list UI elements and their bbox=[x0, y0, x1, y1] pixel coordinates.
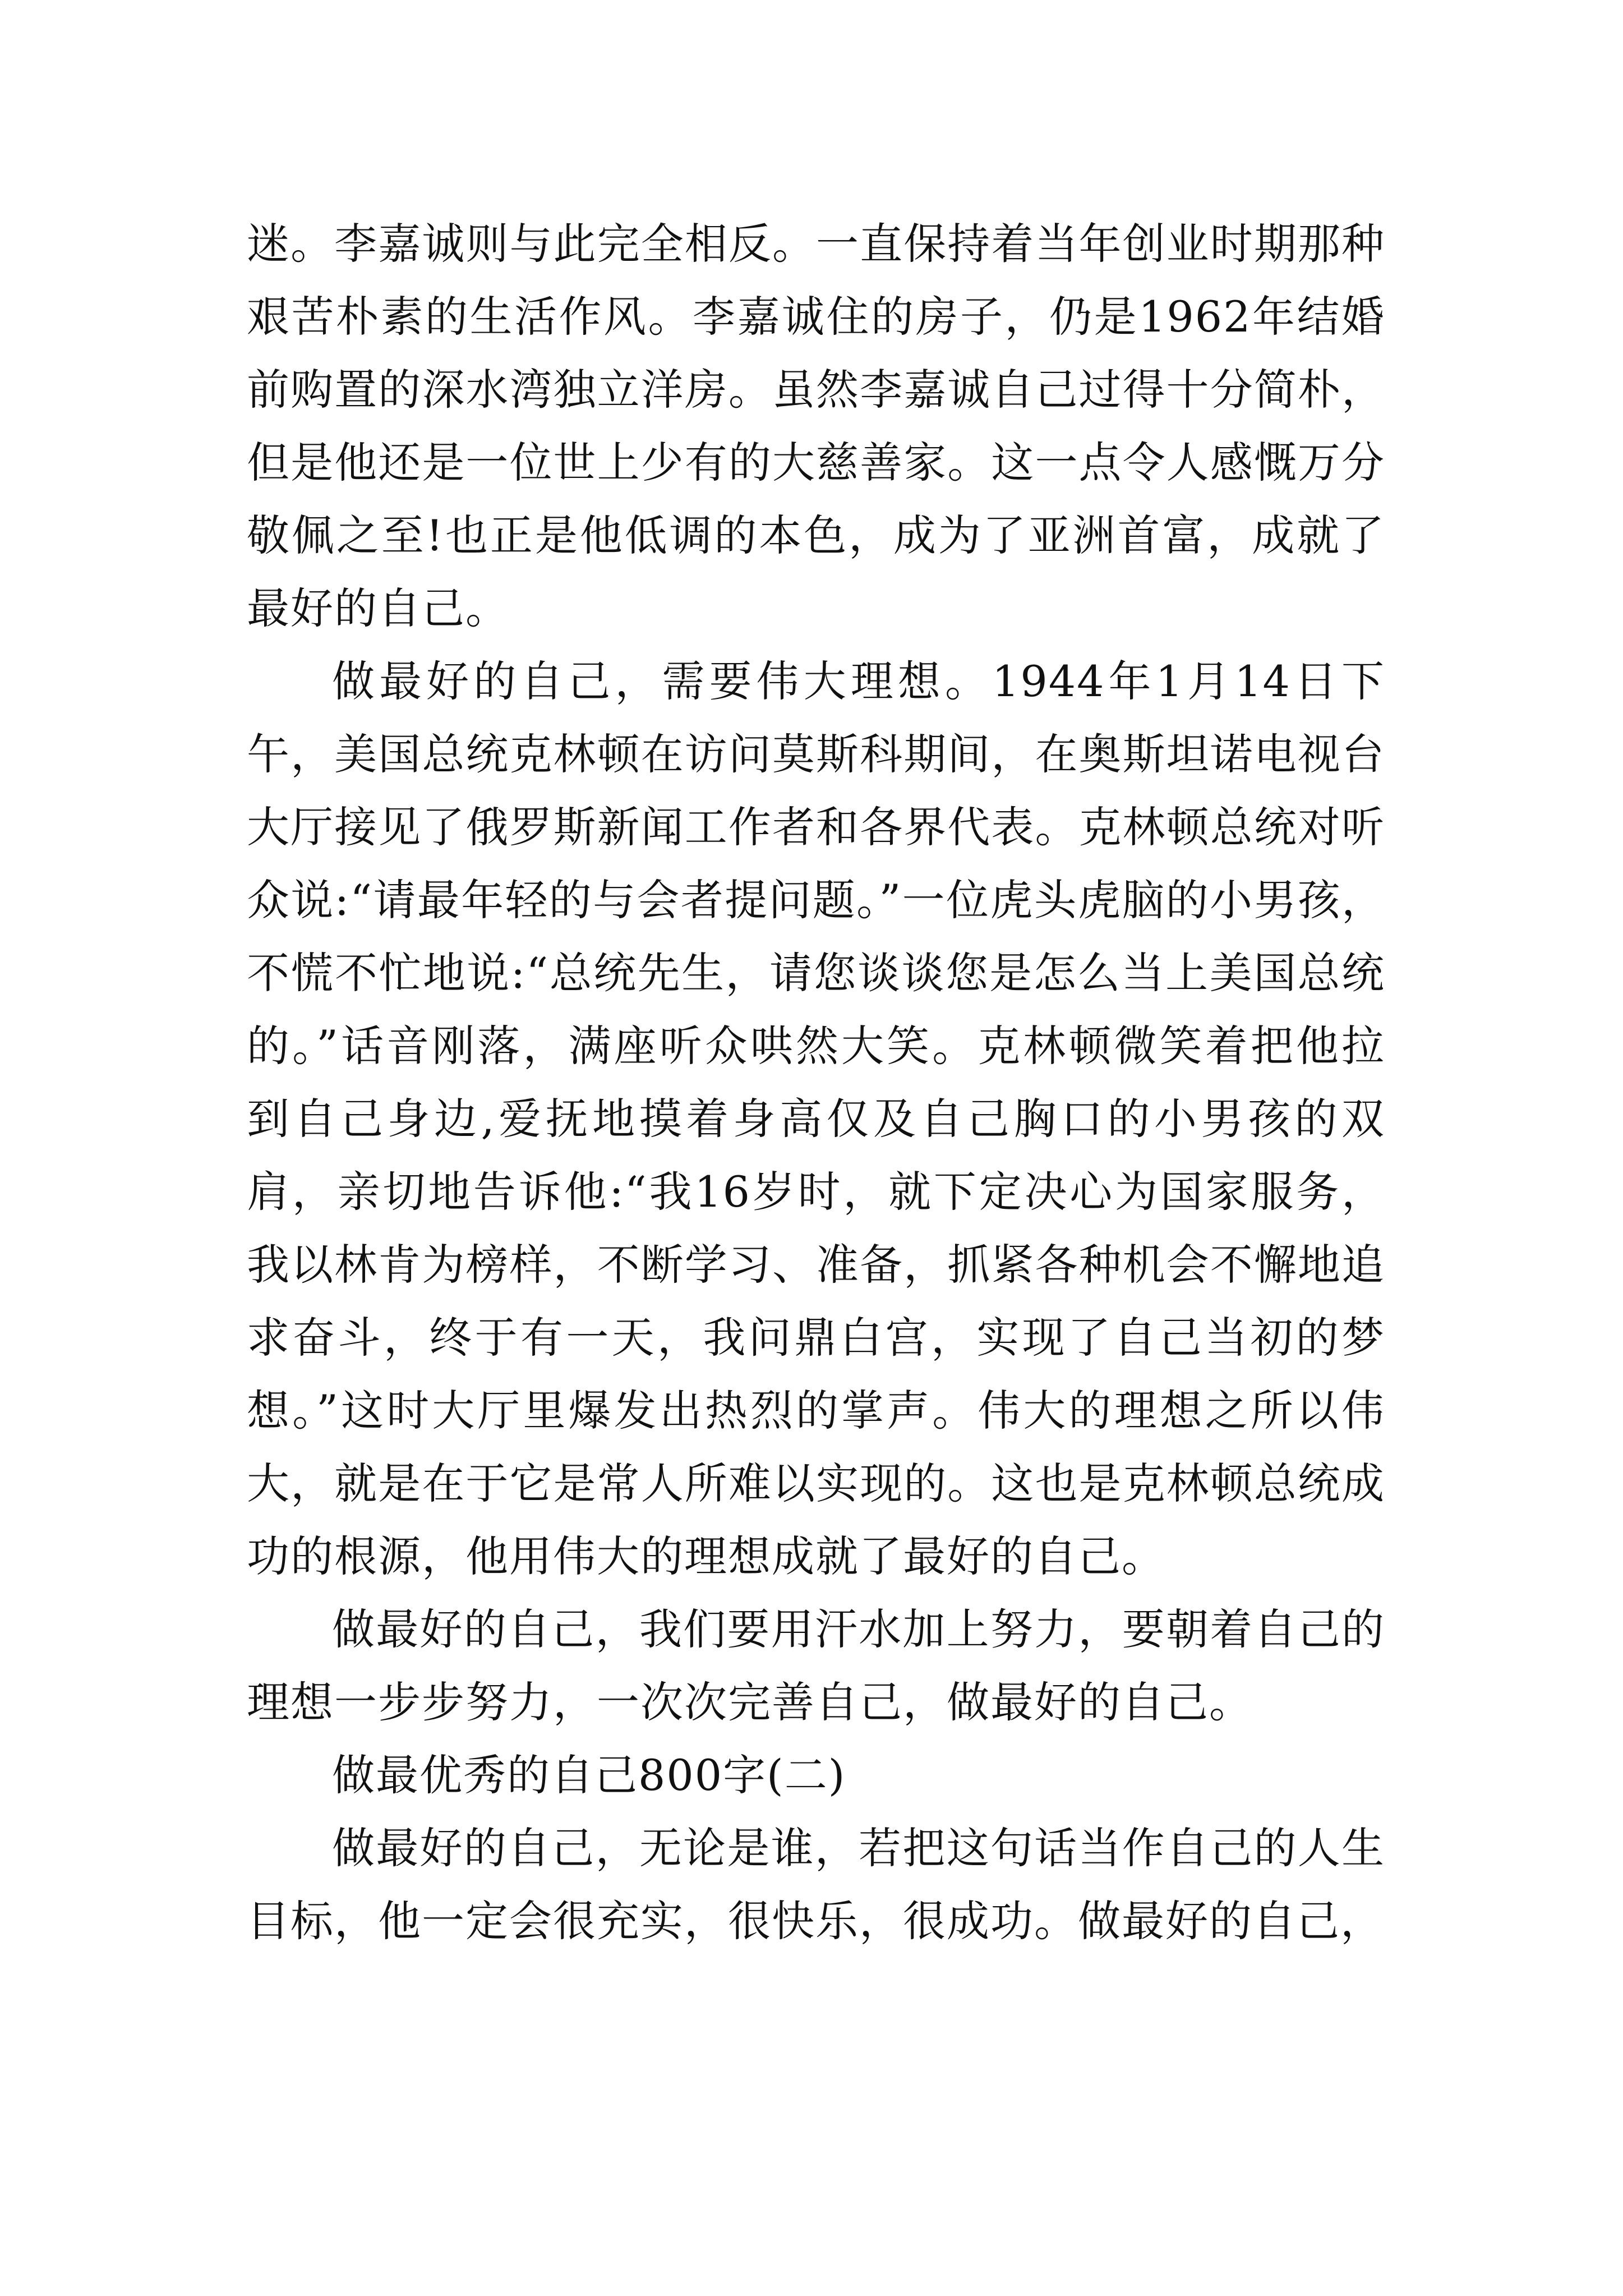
paragraph-ideal: 做最好的自己，需要伟大理想。1944年1月14日下午，美国总统克林顿在访问莫斯科期间，在奥斯坦诺电视台大厅接见了俄罗斯新闻工作者和各界代表。克林顿总统对听众说:“请最年轻的与会者提问题。”一位虎头虎脑的小男孩，不慌不忙地说:“总统先生，请您谈谈您是怎么当上美国总统的。”话音刚落，满座听众哄然大笑。克林顿微笑着把他拉到自己身边,爱抚地摸着身高仅及自己胸口的小男孩的双肩，亲切地告诉他:“我16岁时，就下定决心为国家服务，我以林肯为榜样，不断学习、准备，抓紧各种机会不懈地追求奋斗，终于有一天，我问鼎白宫，实现了自己当初的梦想。”这时大厅里爆发出热烈的掌声。伟大的理想之所以伟大，就是在于它是常人所难以实现的。这也是克林顿总统成功的根源，他用伟大的理想成就了最好的自己。 bbox=[247, 656, 1385, 1581]
paragraph-continuation: 迷。李嘉诚则与此完全相反。一直保持着当年创业时期那种艰苦朴素的生活作风。李嘉诚住的房子，仍是1962年结婚前购置的深水湾独立洋房。虽然李嘉诚自己过得十分简朴，但是他还是一位世上少有的大慈善家。这一点令人感慨万分敬佩之至!也正是他低调的本色，成为了亚洲首富，成就了最好的自己。 bbox=[247, 219, 1385, 633]
paragraph-conclusion: 做最好的自己，我们要用汗水加上努力，要朝着自己的理想一步步努力，一次次完善自己，做最好的自己。 bbox=[247, 1604, 1385, 1727]
document-body bbox=[247, 208, 1385, 1958]
section-heading: 做最优秀的自己800字(二) bbox=[332, 1750, 846, 1800]
paragraph-final: 做最好的自己，无论是谁，若把这句话当作自己的人生目标，他一定会很充实，很快乐，很成功。做最好的自己， bbox=[247, 1823, 1385, 1946]
